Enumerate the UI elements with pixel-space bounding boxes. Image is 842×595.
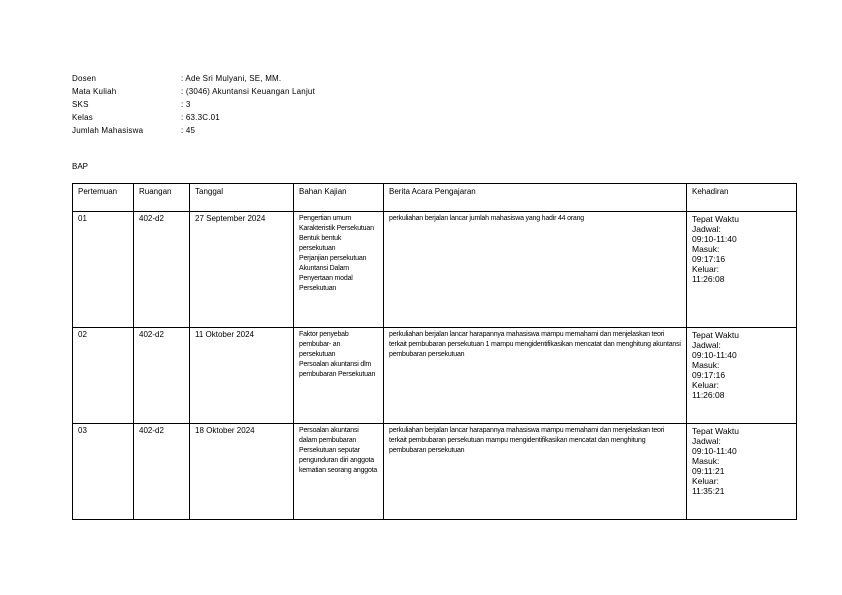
schedule-time: 09:10-11:40 xyxy=(692,350,737,360)
check-out-label: Keluar: xyxy=(692,476,719,486)
pertemuan-cell: 01 xyxy=(73,212,134,328)
check-in-time: 09:17:16 xyxy=(692,370,726,380)
check-out-time: 11:35:21 xyxy=(692,486,725,496)
pertemuan-cell: 03 xyxy=(73,424,134,520)
ruangan-cell: 402-d2 xyxy=(134,328,190,424)
berita-acara-cell: perkuliahan berjalan lancar jumlah mahasiswa yang hadir 44 orang xyxy=(384,212,687,328)
course-info xyxy=(72,72,315,137)
table-row xyxy=(73,424,797,520)
check-in-label: Masuk: xyxy=(692,456,720,466)
kehadiran-cell xyxy=(687,328,797,424)
topic-item: Perjanjian persekutuan xyxy=(299,255,367,262)
column-header: Ruangan xyxy=(134,184,190,212)
berita-acara-cell: perkuliahan berjalan lancar harapannya mahasiswa mampu memahami dan menjelaskan teori terkait pembubaran persekutuan 1 mampu mengidentifikasikan mencatat dan menghitung akuntansi pembubaran persekutuan xyxy=(384,328,687,424)
info-row-sks xyxy=(72,98,315,111)
bahan-kajian-cell xyxy=(294,328,384,424)
check-in-time: 09:17:16 xyxy=(692,254,726,264)
table-row xyxy=(73,328,797,424)
info-row-jumlah-mahasiswa xyxy=(72,124,315,137)
column-header: Tanggal xyxy=(190,184,294,212)
column-header: Pertemuan xyxy=(73,184,134,212)
info-value: : 3 xyxy=(181,100,191,109)
table-header-row xyxy=(73,184,797,212)
info-row-dosen xyxy=(72,72,315,85)
check-out-label: Keluar: xyxy=(692,380,719,390)
info-label: Kelas xyxy=(72,113,94,122)
topic-item: Persoalan akuntansi dlm pembubaran Persekutuan xyxy=(299,361,376,378)
info-label: Jumlah Mahasiswa xyxy=(72,126,144,135)
kehadiran-cell xyxy=(687,424,797,520)
schedule-label: Jadwal: xyxy=(692,340,721,350)
info-row-kelas xyxy=(72,111,315,124)
info-row-mata-kuliah xyxy=(72,85,315,98)
info-label: SKS xyxy=(72,100,89,109)
tanggal-cell: 27 September 2024 xyxy=(190,212,294,328)
topic-item: Faktor penyebab pembubar- an persekutuan xyxy=(299,331,349,358)
topic-item: Akuntansi Dalam Penyertaan modal Persekutuan xyxy=(299,265,353,292)
attendance-status: Tepat Waktu xyxy=(692,214,739,224)
schedule-label: Jadwal: xyxy=(692,436,721,446)
ruangan-cell: 402-d2 xyxy=(134,212,190,328)
info-label: Dosen xyxy=(72,74,97,83)
column-header: Kehadiran xyxy=(687,184,797,212)
bahan-kajian-cell xyxy=(294,424,384,520)
info-value: : Ade Sri Mulyani, SE, MM. xyxy=(181,74,282,83)
check-in-time: 09:11:21 xyxy=(692,466,725,476)
schedule-time: 09:10-11:40 xyxy=(692,446,737,456)
column-header: Berita Acara Pengajaran xyxy=(384,184,687,212)
info-value: : 45 xyxy=(181,126,196,135)
column-header: Bahan Kajian xyxy=(294,184,384,212)
check-out-time: 11:26:08 xyxy=(692,274,725,284)
kehadiran-cell xyxy=(687,212,797,328)
pertemuan-cell: 02 xyxy=(73,328,134,424)
table-row xyxy=(73,212,797,328)
section-title: BAP xyxy=(72,162,89,171)
tanggal-cell: 18 Oktober 2024 xyxy=(190,424,294,520)
bap-table xyxy=(72,183,797,520)
check-in-label: Masuk: xyxy=(692,360,720,370)
tanggal-cell: 11 Oktober 2024 xyxy=(190,328,294,424)
info-value: : (3046) Akuntansi Keuangan Lanjut xyxy=(181,87,316,96)
schedule-time: 09:10-11:40 xyxy=(692,234,737,244)
info-value: : 63.3C.01 xyxy=(181,113,220,122)
schedule-label: Jadwal: xyxy=(692,224,721,234)
ruangan-cell: 402-d2 xyxy=(134,424,190,520)
check-in-label: Masuk: xyxy=(692,244,720,254)
attendance-status: Tepat Waktu xyxy=(692,426,739,436)
topic-item: Persoalan akuntansi dalam pembubaran Persekutuan seputar pengunduran diri anggota kematian seorang anggota xyxy=(299,427,378,474)
check-out-label: Keluar: xyxy=(692,264,719,274)
bahan-kajian-cell xyxy=(294,212,384,328)
berita-acara-cell: perkuliahan berjalan lancar harapannya mahasiswa mampu memahami dan menjelaskan teori terkait pembubaran persekutuan mampu mengidentifikasikan mencatat dan menghitung pembubaran persekutuan xyxy=(384,424,687,520)
attendance-status: Tepat Waktu xyxy=(692,330,739,340)
topic-item: Pengertian umum Karakteristik Persekutuan xyxy=(299,215,374,232)
topic-item: Bentuk bentuk persekutuan xyxy=(299,235,342,252)
info-label: Mata Kuliah xyxy=(72,87,117,96)
check-out-time: 11:26:08 xyxy=(692,390,725,400)
